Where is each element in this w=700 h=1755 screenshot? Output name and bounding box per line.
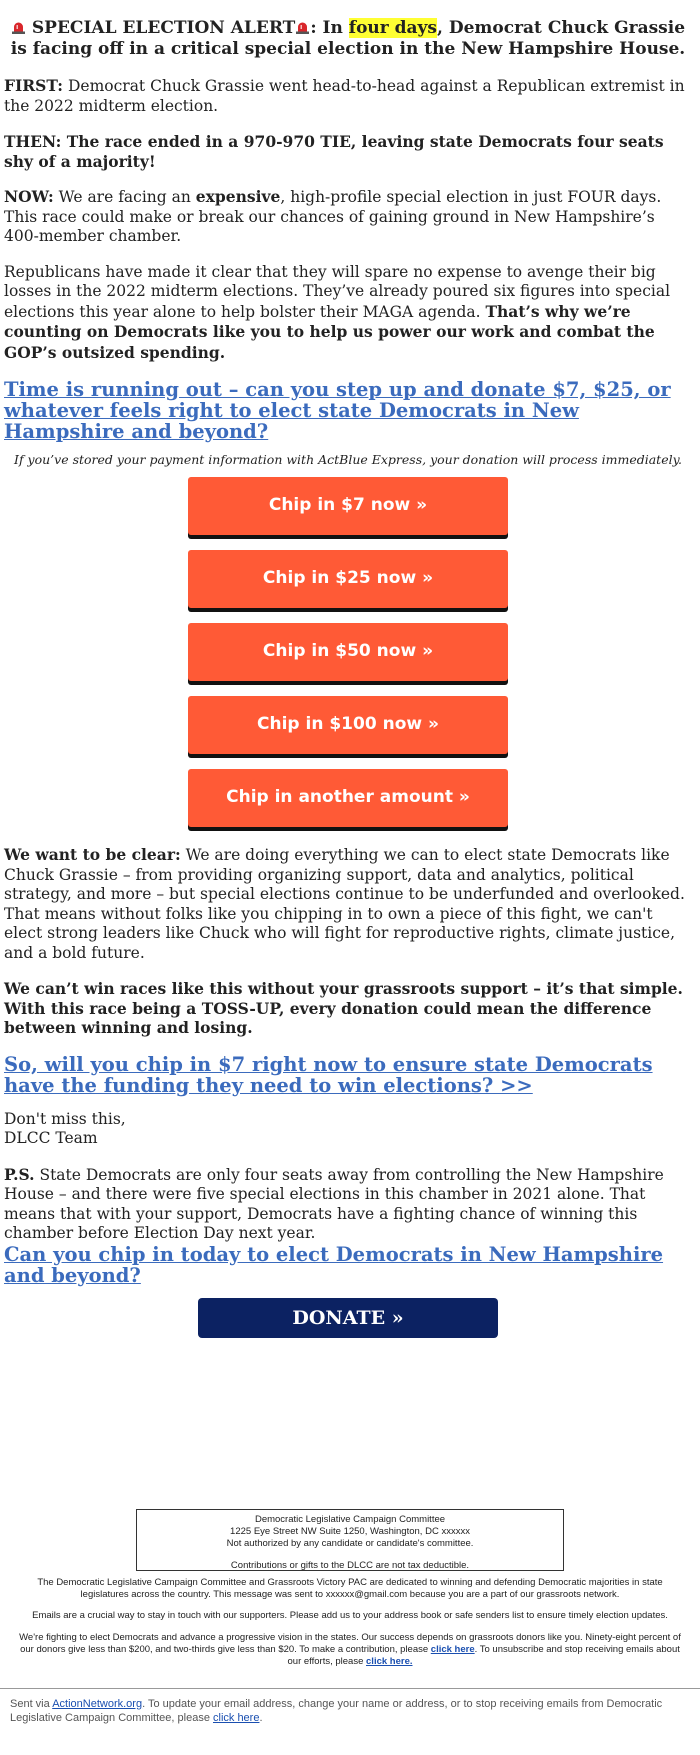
footer-fighting xyxy=(12,1632,688,1668)
now-label: NOW: xyxy=(4,187,54,206)
signoff-line1: Don't miss this, xyxy=(4,1109,126,1128)
grassroots-paragraph: We can’t win races like this without your grassroots support – it’s that simple. With this race being a TOSS-UP, every donation could mean the difference between winning and losing. xyxy=(4,979,683,1037)
republicans-text: Republicans have made it clear that they will spare no expense to avenge their big losses in the 2022 midterm elections. They’ve already poured six figures into special elections this year alone to help bolster their MAGA agenda. xyxy=(4,262,671,321)
ps-cta-link[interactable]: Can you chip in today to elect Democrats in New Hampshire and beyond? xyxy=(4,1242,664,1287)
siren-icon xyxy=(11,20,26,34)
headline-label: SPECIAL ELECTION ALERT xyxy=(31,18,296,38)
republicans-bold: That’s why we’re counting on Democrats like you to help us power our work and combat the GOP’s outsized spending. xyxy=(4,301,655,362)
actionnetwork-link[interactable]: ActionNetwork.org xyxy=(52,1698,143,1710)
headline xyxy=(4,18,692,60)
footer-authorized: Not authorized by any candidate or candidate's committee. xyxy=(226,1538,474,1549)
sent-b: . To update your email address, change your name or address, or to stop receiving emails from Democratic Legislative Campaign Committee, please xyxy=(10,1698,663,1724)
sent-c: . xyxy=(259,1712,263,1724)
donate-cta-link[interactable]: Time is running out – can you step up and donate $7, $25, or whatever feels right to elect state Democrats in New Hampshire and beyond? xyxy=(4,378,671,443)
email-body xyxy=(4,8,692,1338)
clear-text: We are doing everything we can to elect state Democrats like Chuck Grassie – from providing organizing support, data and analytics, political strategy, and more – but special elections continue to be underfunded and overlooked. That means without folks like you chipping in to own a piece of this fight, we can't elect strong leaders like Chuck who will fight for reproductive rights, climate justice, and a bold future. xyxy=(4,846,685,962)
now-text-b: , high-profile special election in just FOUR days. This race could make or break our chances of gaining ground in New Hampshire’s 400-member chamber. xyxy=(4,188,662,245)
update-preferences-link[interactable]: click here xyxy=(213,1712,260,1724)
ps-label: P.S. xyxy=(4,1164,35,1184)
chip-in-7-cta-link[interactable]: So, will you chip in $7 right now to ensure state Democrats have the funding they need to win elections? >> xyxy=(4,1052,653,1097)
footer-address: 1225 Eye Street NW Suite 1250, Washington, DC xxxxxx xyxy=(230,1526,470,1537)
republicans-paragraph xyxy=(4,263,692,364)
sent-a: Sent via xyxy=(10,1698,53,1710)
unsubscribe-link[interactable]: click here. xyxy=(366,1656,413,1667)
footer-divider xyxy=(0,1688,700,1689)
signoff xyxy=(4,1110,692,1149)
first-text: Democrat Chuck Grassie went head-to-head against a Republican extremist in the 2022 midterm election. xyxy=(4,77,685,115)
footer-fighting-b: . To unsubscribe and stop receiving emails about our efforts, please xyxy=(287,1644,680,1667)
first-paragraph xyxy=(4,76,692,116)
then-paragraph: THEN: The race ended in a 970-970 TIE, leaving state Democrats four seats shy of a majority! xyxy=(4,132,664,171)
ps-paragraph xyxy=(4,1165,692,1244)
chip-in-50-button[interactable]: Chip in $50 now » xyxy=(188,623,508,681)
now-paragraph xyxy=(4,187,692,247)
headline-rest: , Democrat Chuck Grassie is facing off in a critical special election in the New Hampshire House. xyxy=(10,18,686,59)
now-expensive: expensive xyxy=(195,187,281,206)
donate-button[interactable]: DONATE » xyxy=(198,1298,498,1338)
footer-tax: Contributions or gifts to the DLCC are not tax deductible. xyxy=(230,1560,470,1571)
chip-in-25-button[interactable]: Chip in $25 now » xyxy=(188,550,508,608)
clear-paragraph xyxy=(4,845,692,963)
ps-text: State Democrats are only four seats away from controlling the New Hampshire House – and there were five special elections in this chamber in 2021 alone. That means that with your support, Democrats have a fighting chance of winning this chamber before Election Day next year. xyxy=(4,1165,664,1242)
footer-emails: Emails are a crucial way to stay in touch with our supporters. Please add us to your address book or safe senders list to ensure timely election updates. xyxy=(32,1610,668,1621)
headline-lead: : In xyxy=(310,18,349,38)
siren-icon xyxy=(295,20,310,34)
now-text-a: We are facing an xyxy=(53,188,196,206)
chip-in-7-button[interactable]: Chip in $7 now » xyxy=(188,477,508,535)
clear-label: We want to be clear: xyxy=(4,845,181,864)
first-label: FIRST: xyxy=(4,76,64,95)
footer-disclaimer-box xyxy=(136,1509,564,1571)
sent-via-footer xyxy=(10,1697,670,1725)
headline-highlight: four days xyxy=(348,18,437,38)
chip-in-100-button[interactable]: Chip in $100 now » xyxy=(188,696,508,754)
actblue-express-note: If you’ve stored your payment information with ActBlue Express, your donation will process immediately. xyxy=(14,452,682,467)
footer-fighting-a: We're fighting to elect Democrats and advance a progressive vision in the states. Our success depends on grassroots donors like you. Ninety-eight percent of our donors give less than $200, and two-thirds give less than $20. To make a contribution, please xyxy=(19,1632,681,1655)
chip-in-other-button[interactable]: Chip in another amount » xyxy=(188,769,508,827)
footer-org: Democratic Legislative Campaign Committee xyxy=(254,1514,446,1525)
signoff-line2: DLCC Team xyxy=(4,1129,98,1147)
footer-dedicated: The Democratic Legislative Campaign Committee and Grassroots Victory PAC are dedicated to winning and defending Democratic majorities in state legislatures across the country. This message was sent to xxxxxx@gmail.com because you are a part of our grassroots network. xyxy=(37,1577,663,1600)
contribute-link[interactable]: click here xyxy=(430,1644,475,1655)
